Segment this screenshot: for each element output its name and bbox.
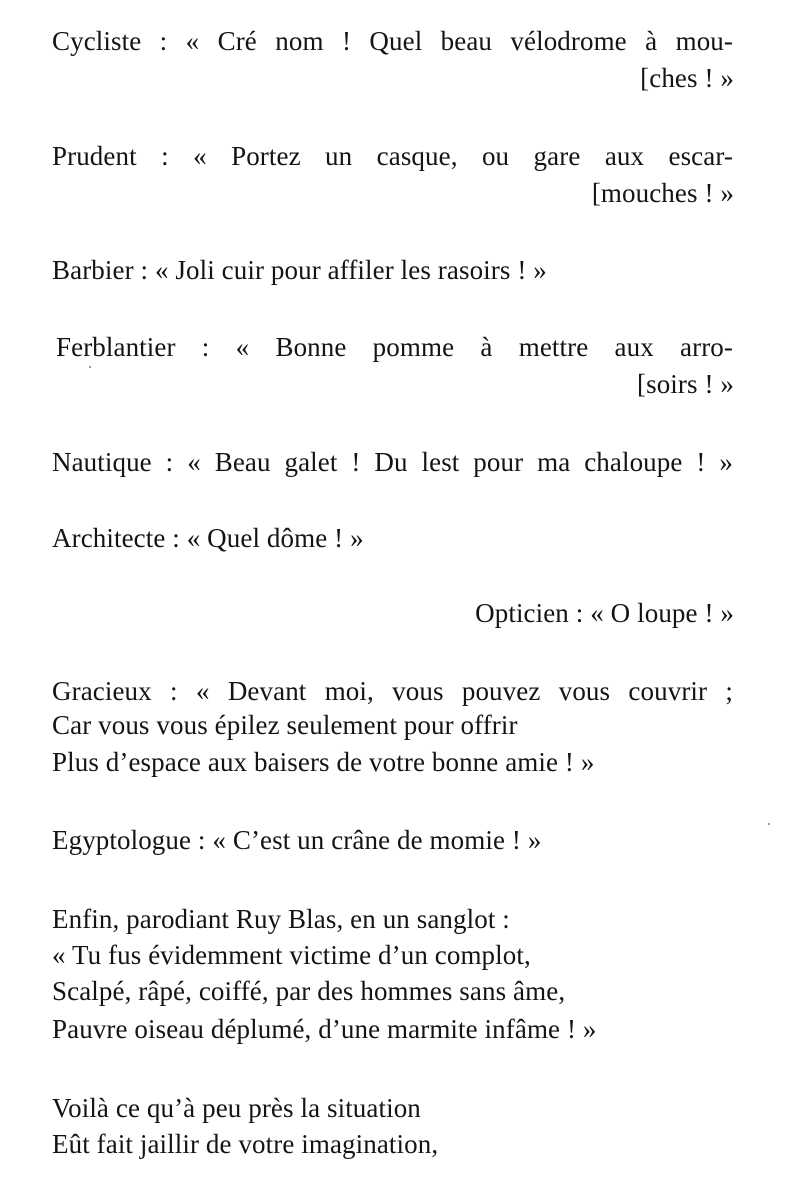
- verse-nautique: Nautique : « Beau galet ! Du lest pour ma chaloupe ! »: [52, 447, 733, 477]
- verse-enfin-4: Pauvre oiseau déplumé, d’une marmite infâme ! »: [52, 1014, 597, 1044]
- verse-opticien: Opticien : « O loupe ! »: [475, 598, 734, 628]
- verse-egyptologue: Egyptologue : « C’est un crâne de momie ! »: [52, 825, 542, 855]
- verse-gracieux-3: Plus d’espace aux baisers de votre bonne amie ! »: [52, 747, 595, 777]
- verse-cycliste-continuation: [ches ! »: [640, 63, 734, 93]
- verse-barbier: Barbier : « Joli cuir pour affiler les rasoirs ! »: [52, 255, 547, 285]
- verse-architecte: Architecte : « Quel dôme ! »: [52, 523, 364, 553]
- verse-enfin-3: Scalpé, râpé, coiffé, par des hommes sans âme,: [52, 976, 566, 1006]
- verse-cycliste: Cycliste : « Cré nom ! Quel beau vélodrome à mou-: [52, 26, 733, 56]
- verse-enfin-1: Enfin, parodiant Ruy Blas, en un sanglot :: [52, 904, 510, 934]
- verse-ferblantier-continuation: [soirs ! »: [637, 369, 734, 399]
- verse-ferblantier: Ferblantier : « Bonne pomme à mettre aux arro-: [56, 332, 733, 362]
- verse-prudent-continuation: [mouches ! »: [591, 178, 734, 208]
- ink-speck: [768, 823, 770, 825]
- verse-voila-2: Eût fait jaillir de votre imagination,: [52, 1129, 439, 1159]
- verse-voila-1: Voilà ce qu’à peu près la situation: [52, 1093, 421, 1123]
- ink-speck: [89, 366, 91, 368]
- verse-gracieux-2: Car vous vous épilez seulement pour offrir: [52, 710, 518, 740]
- verse-enfin-2: « Tu fus évidemment victime d’un complot,: [52, 940, 531, 970]
- verse-gracieux-1: Gracieux : « Devant moi, vous pouvez vous couvrir ;: [52, 676, 733, 706]
- verse-prudent: Prudent : « Portez un casque, ou gare aux escar-: [52, 141, 733, 171]
